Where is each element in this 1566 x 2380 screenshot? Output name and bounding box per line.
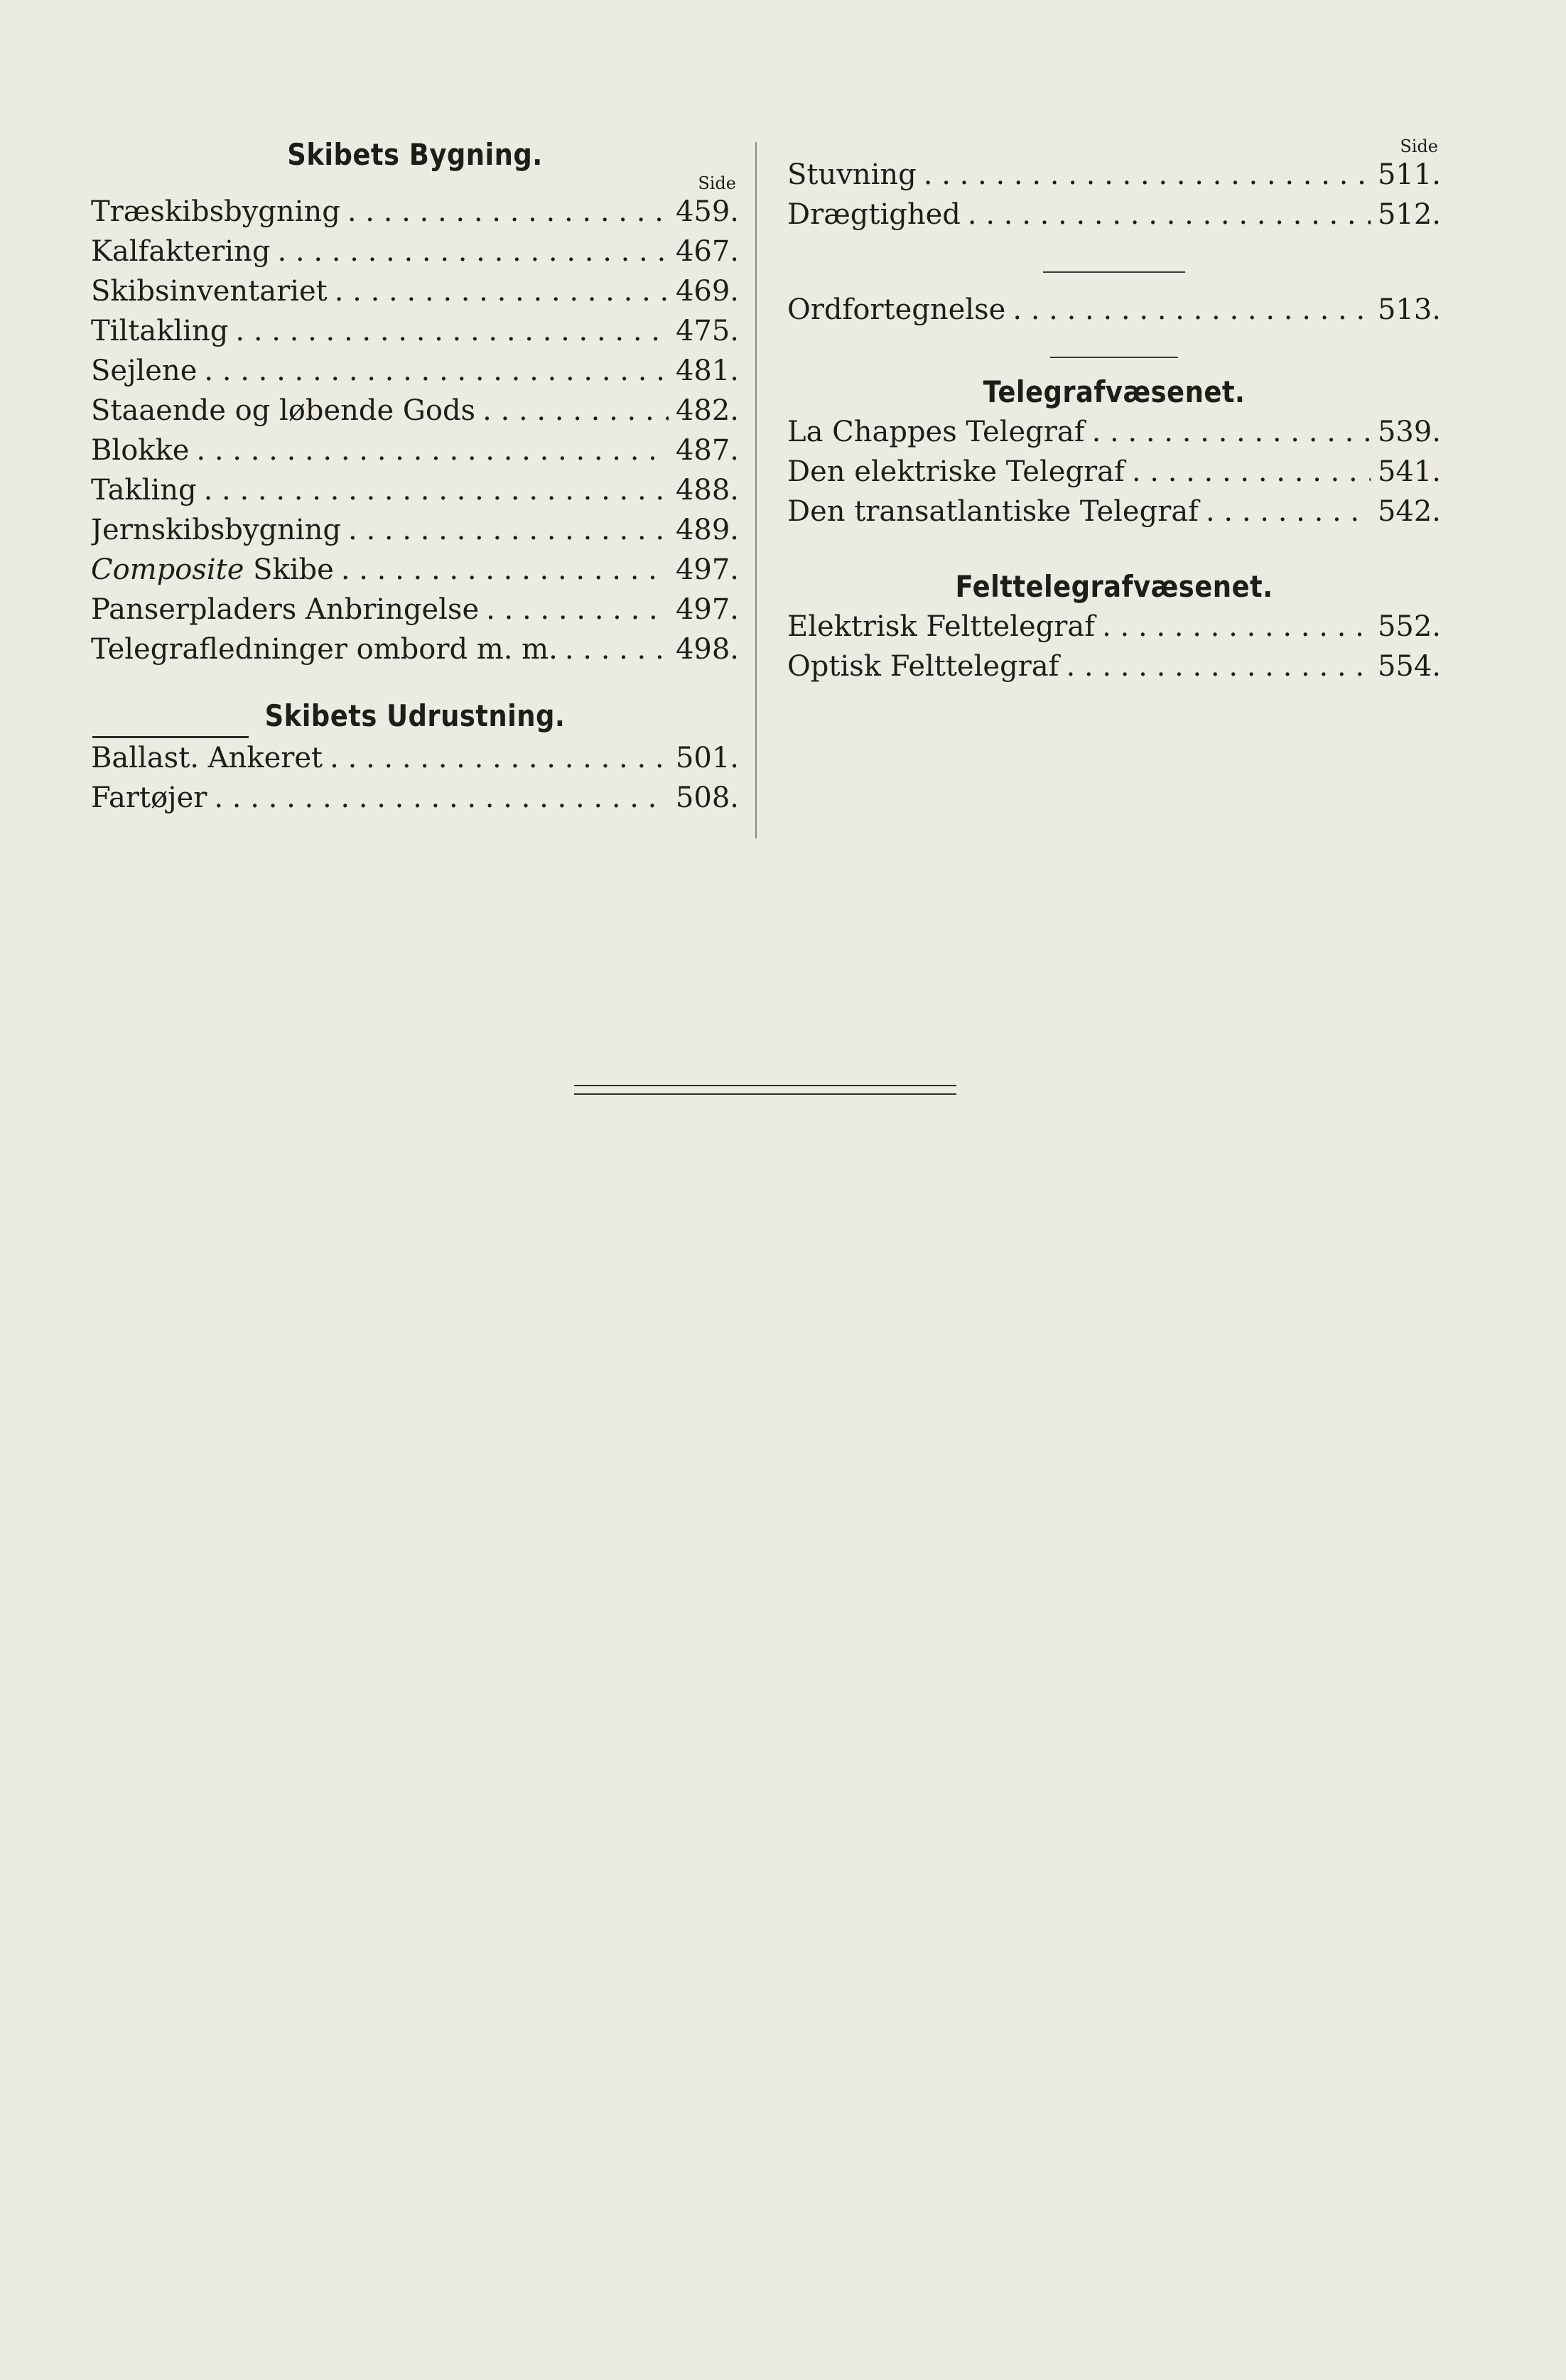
column-divider [755,142,757,838]
entry-title: Jernskibsbygning [91,514,342,546]
index-entry [787,452,1441,492]
index-entry [91,271,739,311]
entry-title: Telegrafledninger ombord m. m. [91,633,558,666]
entry-page: 552. [1377,610,1441,643]
entry-title: Træskibsbygning [91,195,340,228]
entry-title: Den elektriske Telegraf [787,455,1125,488]
entry-page: 501. [675,742,739,774]
side-label-right: Side [1400,136,1438,156]
entry-title: La Chappes Telegraf [787,416,1085,448]
entry-title: Optisk Felttelegraf [787,650,1059,683]
entry-title: Ballast. Ankeret [91,742,323,774]
entry-page: 487. [675,434,739,467]
section-title-skibets-bygning: Skibets Bygning. [287,137,543,172]
entry-title: Kalfaktering [91,235,271,268]
section-title-telegrafvaesenet: Telegrafvæsenet. [983,374,1246,409]
entry-page: 541. [1377,455,1441,488]
entry-title: Den transatlantiske Telegraf [787,495,1199,528]
entry-page: 497. [675,553,739,586]
entry-page: 554. [1377,650,1441,683]
index-entry [787,492,1441,531]
entry-page: 469. [675,275,739,308]
left-column [91,114,739,818]
entry-page: 482. [675,394,739,427]
entry-page: 475. [675,315,739,347]
section-entries-udrustning [91,738,739,818]
entry-title: Blokke [91,434,190,467]
index-entry [91,510,739,550]
index-entry [91,431,739,470]
entry-title: Skibsinventariet [91,275,328,308]
entry-title: Drægtighed [787,198,961,231]
index-entry [91,738,739,778]
entry-page: 542. [1377,495,1441,528]
separator-rule [1050,357,1178,358]
index-entry [91,590,739,629]
section-entries-stuvning [787,155,1441,234]
index-entry [91,550,739,590]
entry-page: 481. [675,355,739,387]
index-entry [787,155,1441,195]
entry-title-italic: Composite [91,553,244,586]
entry-page: 497. [675,593,739,626]
side-label-left: Side [698,173,736,193]
entry-page: 513. [1377,293,1441,326]
index-entry [787,607,1441,647]
index-entry [91,629,739,669]
index-entry [787,195,1441,234]
entry-page: 498. [675,633,739,666]
entry-title: Elektrisk Felttelegraf [787,610,1096,643]
entry-title: Panserpladers Anbringelse [91,593,480,626]
section-entries-bygning [91,192,739,669]
index-entry [91,192,739,232]
index-entry [91,391,739,431]
index-entry [787,647,1441,686]
index-entry [91,232,739,271]
entry-page: 508. [675,781,739,814]
entry-page: 459. [675,195,739,228]
entry-page: 467. [675,235,739,268]
entry-title: Takling [91,474,197,507]
entry-page: 489. [675,514,739,546]
section-entries-felttelegraf [787,607,1441,686]
index-entry [91,778,739,818]
section-entries-telegraf [787,412,1441,531]
index-entry [91,470,739,510]
entry-title: Tiltakling [91,315,229,347]
section-title-skibets-udrustning: Skibets Udrustning. [264,698,566,733]
entry-page: 539. [1377,416,1441,448]
entry-title: Fartøjer [91,781,207,814]
entry-title: Ordfortegnelse [787,293,1006,326]
entry-title: Staaende og løbende Gods [91,394,476,427]
entry-title: Skibe [253,553,334,586]
index-entry [787,412,1441,452]
entry-page: 488. [675,474,739,507]
separator-rule [1043,271,1185,273]
right-column [787,114,1441,686]
entry-page: 511. [1377,158,1441,191]
index-entry [787,290,1441,330]
entry-title: Sejlene [91,355,198,387]
end-double-rule [574,1085,956,1095]
entry-title: Stuvning [787,158,917,191]
index-entry [91,311,739,351]
index-entry [91,351,739,391]
section-title-felttelegrafvaesenet: Felttelegrafvæsenet. [955,569,1273,604]
entry-page: 512. [1377,198,1441,231]
